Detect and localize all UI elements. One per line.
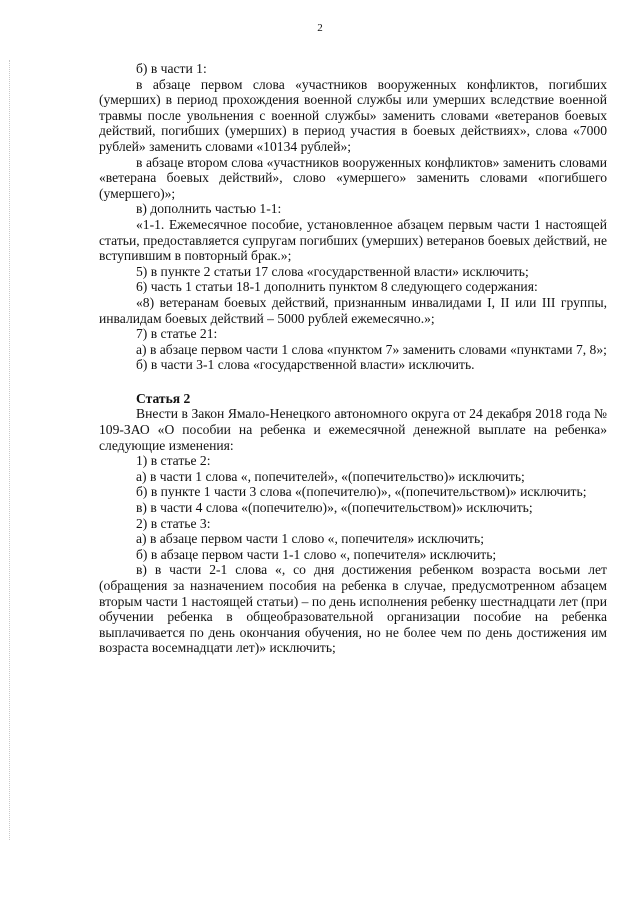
- paragraph: б) в пункте 1 части 3 слова «(попечителю)», «(попечительством)» исключить;: [136, 484, 587, 500]
- paragraph: 6) часть 1 статьи 18-1 дополнить пунктом 8 следующего содержания:: [136, 279, 538, 295]
- page-number: 2: [317, 22, 323, 34]
- paragraph: в абзаце первом слова «участников вооруженных конфликтов, погибших (умерших) в период прохождения военной службы или умерших вследствие военной травмы после увольнения с военной службы» заменить словами «ветеранов боевых действий, погибших (умерших) в период участия в боевых действиях», слова «7000 рублей» заменить словами «10134 рублей»;: [99, 76, 607, 154]
- article-title: Статья 2: [136, 390, 191, 406]
- paragraph: б) в части 3-1 слова «государственной власти» исключить.: [136, 357, 475, 373]
- paragraph: 7) в статье 21:: [136, 326, 218, 342]
- paragraph: б) в абзаце первом части 1-1 слово «, попечителя» исключить;: [136, 546, 497, 562]
- paragraph: в) в части 4 слова «(попечителю)», «(попечительством)» исключить;: [136, 500, 533, 516]
- paragraph: 5) в пункте 2 статьи 17 слова «государственной власти» исключить;: [136, 263, 529, 279]
- paragraph: Внести в Закон Ямало-Ненецкого автономного округа от 24 декабря 2018 года № 109-ЗАО «О пособии на ребенка и ежемесячной денежной выплате на ребенка» следующие изменения:: [99, 406, 607, 453]
- paragraph: «1-1. Ежемесячное пособие, установленное абзацем первым части 1 настоящей статьи, предоставляется супругам погибших (умерших) ветеранов боевых действий, не вступившим в повторный брак.»;: [99, 216, 607, 264]
- paragraph: а) в абзаце первом части 1 слово «, попечителя» исключить;: [136, 531, 484, 547]
- paragraph: 2) в статье 3:: [136, 515, 211, 531]
- paragraph: в абзаце втором слова «участников вооруженных конфликтов» заменить словами «ветерана боевых действий», слово «умершего» заменить словами «погибшего (умершего)»;: [99, 154, 607, 201]
- paragraph: в) дополнить частью 1-1:: [136, 201, 282, 217]
- paragraph: а) в абзаце первом части 1 слова «пунктом 7» заменить словами «пунктами 7, 8»;: [136, 341, 607, 357]
- paragraph: б) в части 1:: [136, 61, 207, 76]
- paragraph: 1) в статье 2:: [136, 453, 211, 469]
- binding-margin-line: [9, 60, 11, 840]
- paragraph: в) в части 2-1 слова «, со дня достижения ребенком возраста восьми лет (обращения за назначением пособия на ребенка в случае, предусмотренном абзацем вторым части 1 настоящей статьи) – по день исполнения ребенку шестнадцати лет (при обучении ребенка в общеобразовательной организации пособие на ребенка выплачивается по день окончания обучения, но не более чем по день достижения им возраста восемнадцати лет)» исключить;: [99, 562, 607, 656]
- paragraph: а) в части 1 слова «, попечителей», «(попечительство)» исключить;: [136, 468, 525, 484]
- paragraph: «8) ветеранам боевых действий, признанным инвалидами I, II или III группы, инвалидам боевых действий – 5000 рублей ежемесячно.»;: [99, 294, 607, 326]
- spacer: [99, 373, 607, 391]
- document-body: [99, 61, 607, 656]
